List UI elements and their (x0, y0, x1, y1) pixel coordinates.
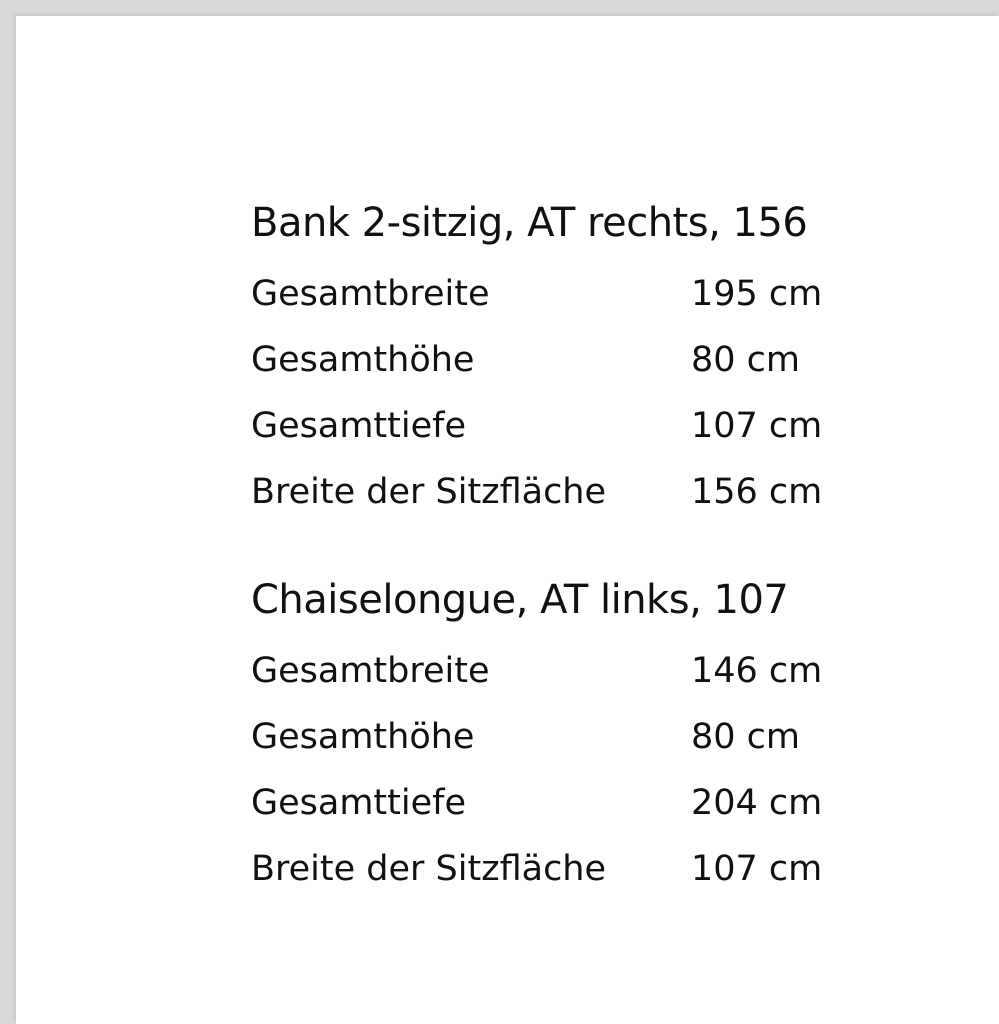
spec-row-sitzflaeche (251, 459, 871, 525)
spec-value: 107 cm (691, 406, 823, 446)
spec-value: 107 cm (691, 849, 823, 889)
spec-row-gesamthoehe (251, 327, 871, 393)
spec-label: Breite der Sitzfläche (251, 472, 607, 512)
spec-row-gesamtbreite (251, 638, 871, 704)
spec-label: Gesamthöhe (251, 340, 475, 380)
spec-value: 156 cm (691, 472, 823, 512)
spec-label: Gesamtbreite (251, 651, 490, 691)
spec-value: 146 cm (691, 651, 823, 691)
spec-section-bank (251, 199, 871, 525)
spec-value: 80 cm (691, 340, 800, 380)
spec-value: 195 cm (691, 274, 823, 314)
section-title: Bank 2-sitzig, AT rechts, 156 (251, 200, 808, 246)
spec-row-sitzflaeche (251, 836, 871, 902)
spec-label: Breite der Sitzfläche (251, 849, 607, 889)
spec-label: Gesamttiefe (251, 783, 466, 823)
spec-label: Gesamthöhe (251, 717, 475, 757)
spec-label: Gesamtbreite (251, 274, 490, 314)
section-title: Chaiselongue, AT links, 107 (251, 577, 789, 623)
spec-row-gesamttiefe (251, 770, 871, 836)
spec-label: Gesamttiefe (251, 406, 466, 446)
spec-row-gesamthoehe (251, 704, 871, 770)
document-page (16, 16, 999, 1024)
spec-row-gesamtbreite (251, 261, 871, 327)
spec-value: 80 cm (691, 717, 800, 757)
spec-value: 204 cm (691, 783, 823, 823)
spec-row-gesamttiefe (251, 393, 871, 459)
spec-section-chaiselongue (251, 576, 871, 902)
